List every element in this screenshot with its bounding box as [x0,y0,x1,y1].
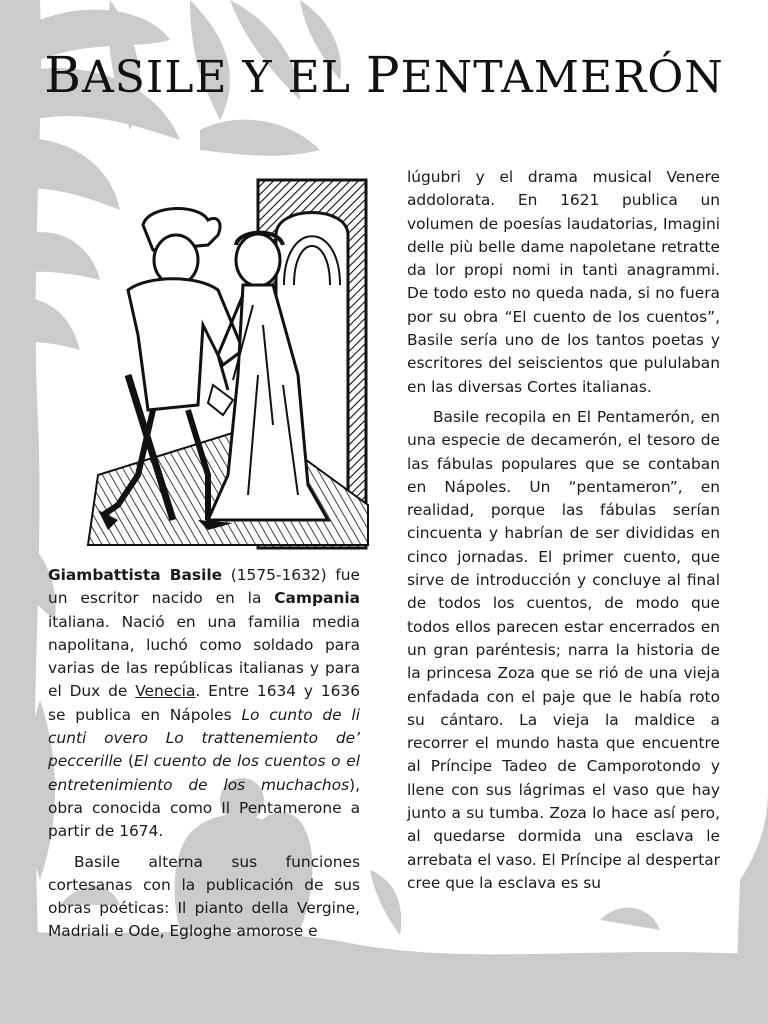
text-run: ( [122,752,134,771]
text-run: italiana. Nació en una familia media napolitana, luchó como soldado para varias de las repúblicas italianas y para el Dux de [48,612,360,701]
left-text-column [48,564,360,944]
work-title-spanish: El cuento de los cuentos o el entretenimiento de los muchachos [48,752,360,794]
text-run: (1575-1632) fue un escritor nacido en la [48,566,360,608]
venecia-link[interactable]: Venecia [135,682,196,701]
author-name: Giambattista Basile [48,566,223,584]
page-title [0,46,768,104]
title-initial-1: B [44,46,82,104]
paragraph-pentameron: Basile recopila en El Pentamerón, en una especie de decamerón, el tesoro de las fábulas populares que se contaban en Nápoles. Un “pentameron”, en realidad, porque las fábulas serían cincuenta y habrían de ser divididas en cinco jornadas. El primer cuento, que sirve de introducción y concluye al final de todos los cuentos, de modo que todos ellos parecen estar encerrados en un gran paréntesis; narra la historia de la princesa Zoza que se rió de una vieja enfadada con el paje que le había roto su cántaro. La vieja la maldice a recorrer el mundo hasta que encuentre al Príncipe Tadeo de Camporotondo y llene con sus lágrimas el vaso que hay junto a su tumba. Zoza lo hace así pero, al quedarse dormida una esclava le arrebata el vaso. El Príncipe al despertar cree que la esclava es su [407,407,720,892]
text-run: ), obra conocida como Il Pentamerone a partir de 1674. [48,775,360,841]
paragraph-works: lúgubri y el drama musical Venere addolorata. En 1621 publica un volumen de poesías laudatorias, Imagini delle più belle dame napoletane retratte da lor propi nomi in tanti anagrammi. De todo esto no queda nada, si no fuera por su obra “El cuento de los cuentos”, Basile sería uno de los tantos poetas y escritores del seiscientos que pululaban en las diversas Cortes italianas. [407,168,720,396]
paragraph-intro [48,564,360,844]
right-text-column [407,166,720,895]
work-title-italian: Lo cunto de li cunti overo Lo trattenemiento de’ peccerille [48,705,360,771]
title-part-2: ENTAMERÓN [400,52,724,103]
woodcut-couple-illustration [58,175,370,550]
paragraph-career: Basile alterna sus funciones cortesanas con la publicación de sus obras poéticas: Il pianto della Vergine, Madriali e Ode, Egloghe amorose e [48,852,360,941]
title-initial-2: P [365,46,401,104]
title-part-1: ASILE Y EL [81,52,366,103]
region-name: Campania [274,589,360,608]
text-run: . Entre 1634 y 1636 se publica en Nápoles [48,682,360,724]
